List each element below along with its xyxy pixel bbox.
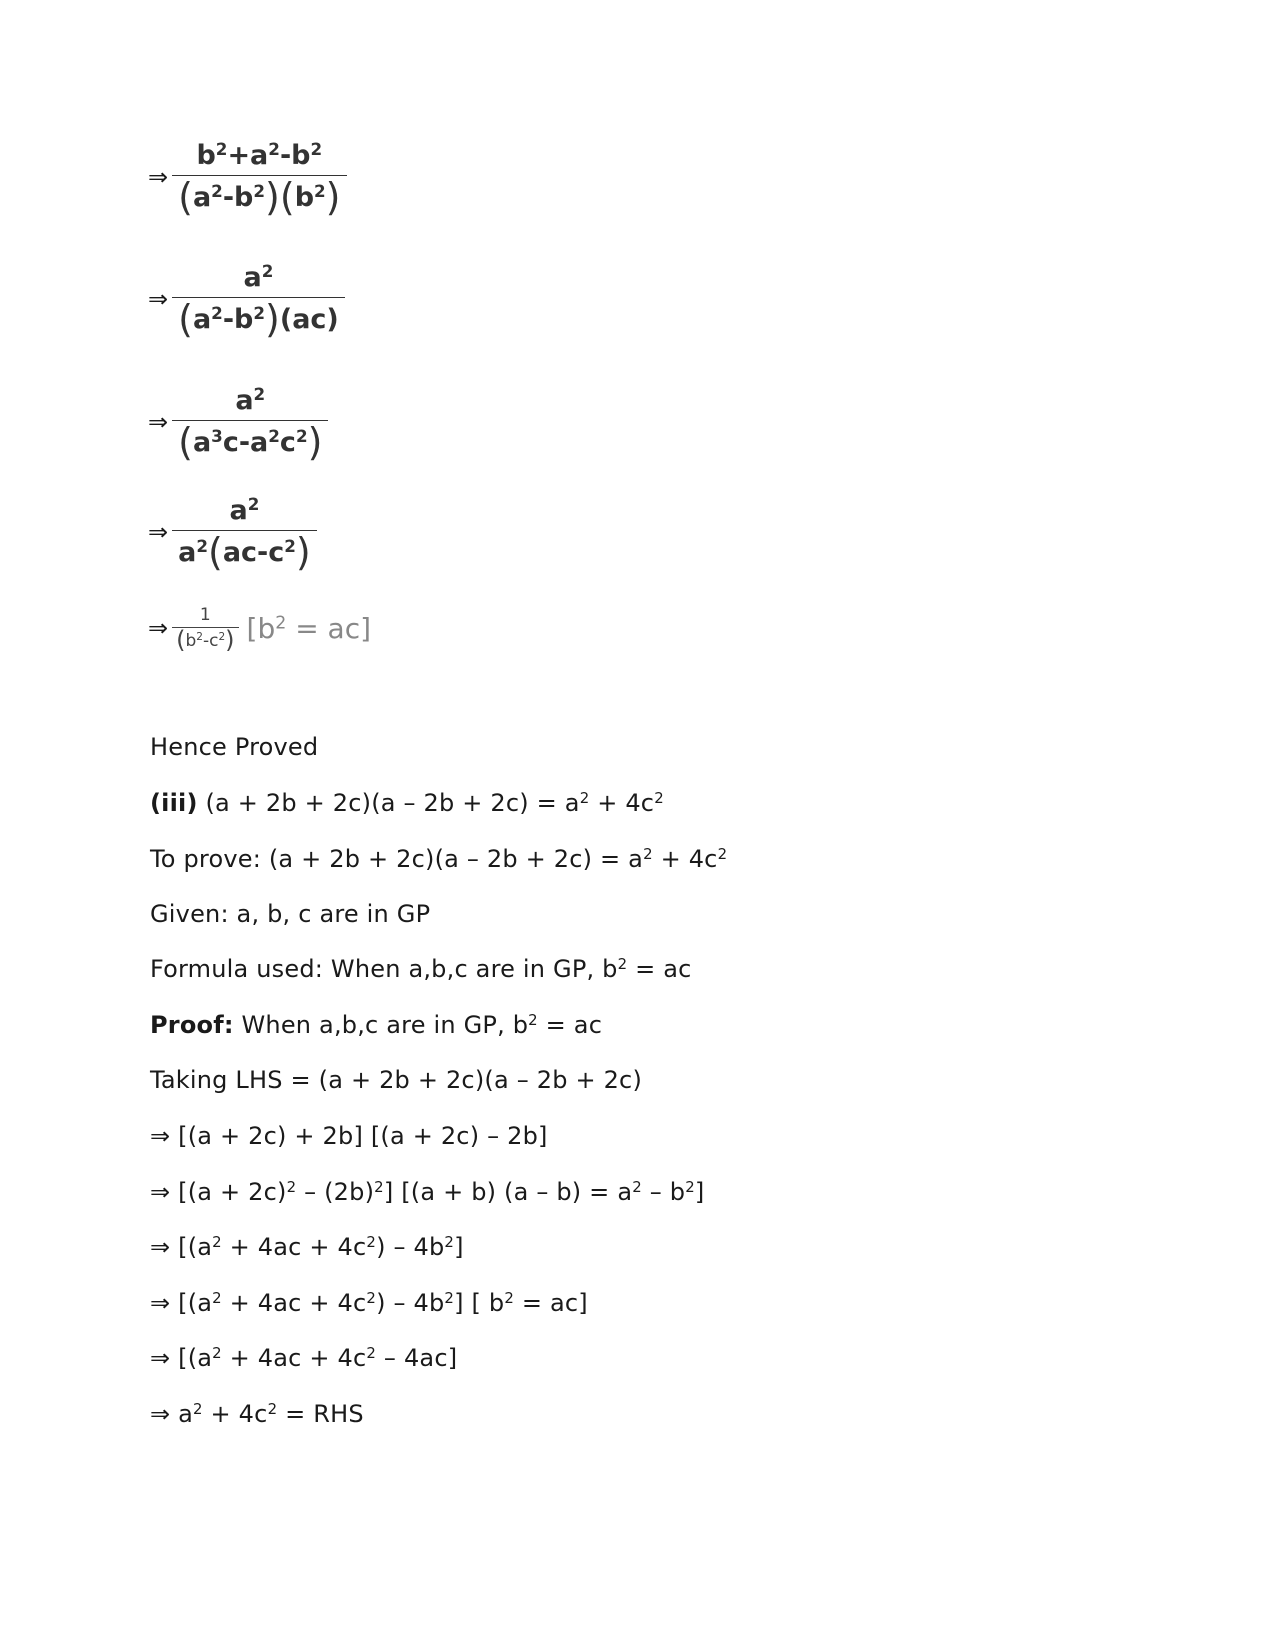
formula-used-text: Formula used: When a,b,c are in GP, $b^2$ = ac: [150, 954, 692, 983]
fraction: [172, 260, 345, 341]
numerator: $a^2$: [229, 493, 260, 526]
implies-arrow: ⇒: [148, 614, 169, 643]
denominator: $(a^2-b^2)(ac)$: [172, 297, 345, 336]
to-prove-text: To prove: $(a + 2b + 2c)(a - 2b + 2c) = a^2 + 4c^2$: [150, 844, 728, 873]
fraction-step-1: [148, 138, 347, 219]
part-iii-statement: [150, 789, 664, 817]
proof-step-1: ⇒ [(a + 2c) + 2b] [(a + 2c) – 2b]: [150, 1122, 548, 1150]
implies-arrow: ⇒: [148, 285, 169, 314]
numerator: 1: [199, 605, 211, 625]
denominator: $(a^3c-a^2c^2)$: [172, 420, 328, 459]
denominator: $(b^2-c^2)$: [172, 627, 238, 652]
part-label: (iii): [150, 789, 198, 817]
proof-step-3: ⇒ $[(a^2 + 4ac + 4c^2) - 4b^2]$: [150, 1232, 464, 1261]
fraction-step-4: [148, 493, 317, 574]
proof-label: Proof:: [150, 1011, 234, 1039]
substitution-note: $[b^2 = ac]$: [246, 611, 372, 645]
proof-step-2: ⇒ $[(a + 2c)^2 - (2b)^2]$ [(a + b) $(a - b) = a^2 - b^2$]: [150, 1177, 705, 1206]
fraction: [172, 138, 346, 219]
fraction-step-3: [148, 383, 328, 464]
taking-lhs-text: Taking LHS = (a + 2b + 2c)(a – 2b + 2c): [150, 1066, 643, 1094]
numerator: $b^2+a^2-b^2$: [196, 138, 323, 171]
proof-step-6: ⇒ $a^2 + 4c^2$ = RHS: [150, 1399, 364, 1428]
fraction-step-2: [148, 260, 345, 341]
proof-statement: When a,b,c are in GP, $b^2$ = ac: [233, 1010, 603, 1039]
fraction: [172, 493, 317, 574]
proof-text: [150, 1011, 602, 1039]
implies-arrow: ⇒: [148, 163, 169, 192]
denominator: $a^2(ac-c^2)$: [172, 530, 317, 569]
denominator: $(a^2-b^2)(b^2)$: [172, 175, 346, 214]
implies-arrow: ⇒: [148, 408, 169, 437]
implies-arrow: ⇒: [148, 518, 169, 547]
hence-proved-text: Hence Proved: [150, 733, 319, 761]
part-iii-equation: $(a + 2b + 2c)(a - 2b + 2c) = a^2 + 4c^2$: [197, 788, 664, 817]
numerator: $a^2$: [243, 260, 274, 293]
fraction: [172, 605, 238, 652]
fraction-step-5: [148, 605, 371, 652]
numerator: $a^2$: [235, 383, 266, 416]
given-text: Given: a, b, c are in GP: [150, 900, 431, 928]
proof-step-4: ⇒ $[(a^2 + 4ac + 4c^2) - 4b^2]$ [ $b^2 = ac$]: [150, 1288, 588, 1317]
fraction: [172, 383, 328, 464]
proof-step-5: ⇒ [$(a^2 + 4ac + 4c^2 - 4ac]$: [150, 1343, 458, 1372]
